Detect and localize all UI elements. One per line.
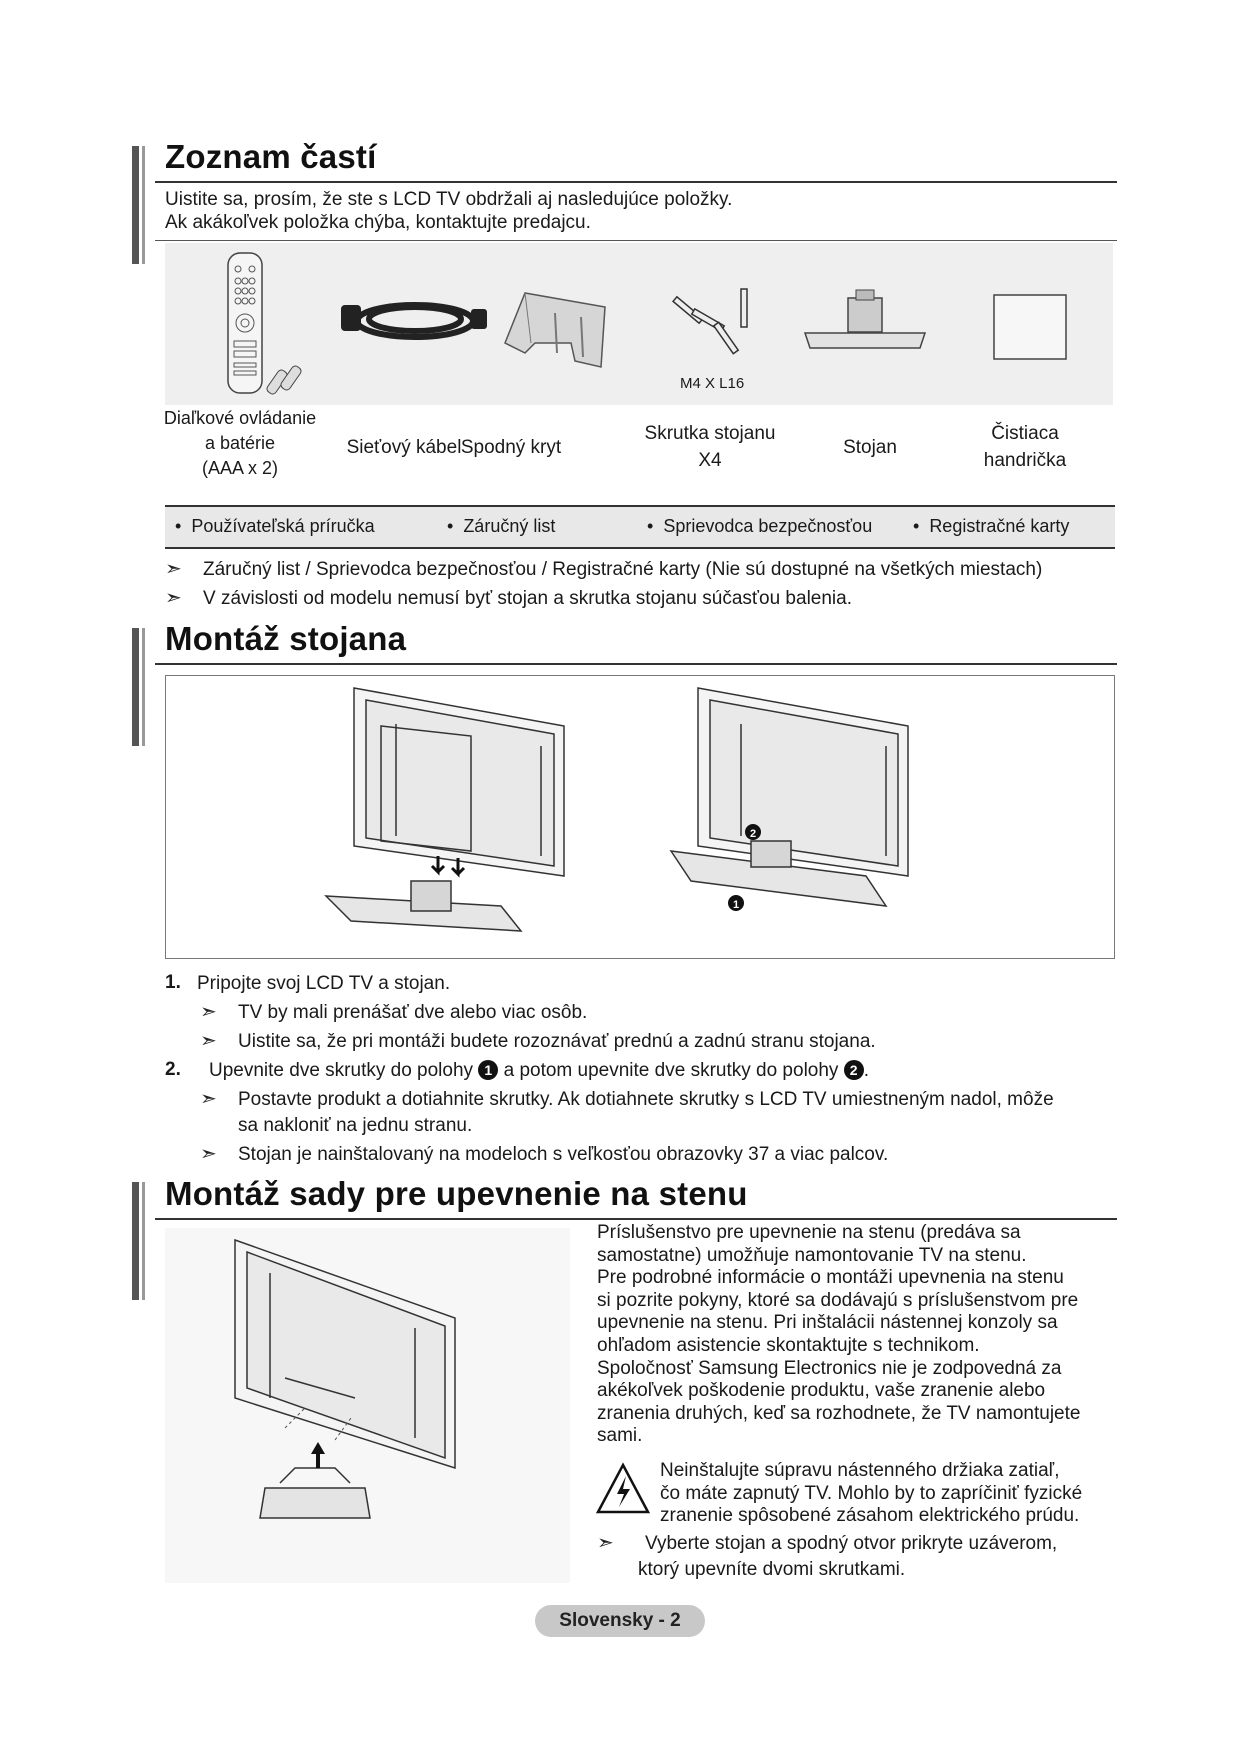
section-marker <box>132 1182 139 1300</box>
doc-item: • Sprievodca bezpečnosťou <box>647 516 873 536</box>
step-2-note-1: ➣ Postavte produkt a dotiahnite skrutky. Ak dotiahnete skrutky s LCD TV umiestneným nadol, môže <box>200 1088 1054 1110</box>
wall-mount-paragraph: Príslušenstvo pre upevnenie na stenu (predáva sa samostatne) umožňuje namontovanie TV na stenu. Pre podrobné informácie o montáži upevnenia na stenu si pozrite pokyny, ktoré sa dodávajú s príslušenstvom pre upevnenie na stenu. Pri inštalácii nástennej konzoly sa ohľadom asistencie skontaktujte s technikom. Spoločnosť Samsung Electronics nie je zodpovedná za akékoľvek poškodenie produktu, vaše zranenie alebo zranenia druhých, keď sa rozhodnete, že TV namontujete sami. <box>597 1222 1081 1447</box>
parts-intro-line1: Uistite sa, prosím, že ste s LCD TV obdržali aj nasledujúce položky. <box>165 189 733 210</box>
section-marker-accent <box>142 146 145 264</box>
note-arrow-icon: ➣ <box>200 1001 217 1023</box>
step-1-note-1: ➣ TV by mali prenášať dve alebo viac osôb. <box>200 1001 588 1023</box>
section-marker-accent <box>142 628 145 746</box>
position-1-badge: 1 <box>478 1060 498 1080</box>
wall-section-title: Montáž sady pre upevnenie na stenu <box>165 1175 748 1212</box>
stand-screws-icon <box>655 283 775 363</box>
wall-note-cont: ktorý upevníte dvomi skrutkami. <box>638 1559 906 1580</box>
stand-icon <box>800 288 930 358</box>
step-1-note-2: ➣ Uistite sa, že pri montáži budete rozoznávať prednú a zadnú stranu stojana. <box>200 1030 876 1052</box>
intro-rule <box>155 240 1117 241</box>
remote-control-icon <box>220 251 315 399</box>
note-arrow-icon: ➣ <box>165 558 182 580</box>
title-rule <box>155 1218 1117 1220</box>
part-cover-caption: Spodný kryt <box>460 437 562 458</box>
note-arrow-icon: ➣ <box>165 587 182 609</box>
wall-mount-illustration <box>165 1228 570 1583</box>
doc-item: • Používateľská príručka <box>165 516 375 536</box>
svg-text:2: 2 <box>749 828 757 840</box>
step-2-note-1-cont: sa nakloniť na jednu stranu. <box>238 1115 473 1136</box>
note-arrow-icon: ➣ <box>597 1532 614 1554</box>
position-2-badge: 2 <box>844 1060 864 1080</box>
stand-assembly-figure <box>165 675 1115 959</box>
section-marker <box>132 146 139 264</box>
section-marker <box>132 628 139 746</box>
doc-item: • Záručný list <box>447 516 556 536</box>
screw-spec-label: M4 X L16 <box>680 375 745 392</box>
part-screw-caption: Skrutka stojanu X4 <box>644 423 776 471</box>
part-stand-caption: Stojan <box>843 437 897 458</box>
title-rule <box>155 663 1117 665</box>
parts-illustration-panel <box>165 243 1113 405</box>
svg-text:1: 1 <box>732 899 740 911</box>
bottom-cover-icon <box>495 283 615 373</box>
parts-section-title: Zoznam častí <box>165 138 377 175</box>
parts-note-1: ➣ Záručný list / Sprievodca bezpečnosťou / Registračné karty (Nie sú dostupné na všetkých miestach) <box>165 558 1043 580</box>
part-cable-caption: Sieťový kábel <box>346 437 462 458</box>
doc-item: • Registračné karty <box>913 516 1070 536</box>
note-arrow-icon: ➣ <box>200 1030 217 1052</box>
part-cloth-caption: Čistiaca handrička <box>983 423 1067 471</box>
note-arrow-icon: ➣ <box>200 1088 217 1110</box>
title-rule <box>155 181 1117 183</box>
wall-mount-figure <box>165 1228 570 1583</box>
step-1-number: 1. <box>165 972 181 993</box>
part-remote-caption: Diaľkové ovládanie a batérie (AAA x 2) <box>163 408 317 478</box>
step-1-text: Pripojte svoj LCD TV a stojan. <box>197 973 451 994</box>
included-docs-band <box>165 505 1115 549</box>
stand-section-title: Montáž stojana <box>165 620 407 657</box>
electric-warning-icon <box>595 1462 651 1516</box>
stand-assembly-illustration <box>166 676 1114 958</box>
parts-intro-line2: Ak akákoľvek položka chýba, kontaktujte predajcu. <box>165 212 591 233</box>
warning-text: Neinštalujte súpravu nástenného držiaka zatiaľ, čo máte zapnutý TV. Mohlo by to zapríčiniť fyzické zranenie spôsobené zásahom elektrického prúdu. <box>660 1460 1083 1527</box>
cleaning-cloth-icon <box>990 293 1070 363</box>
section-marker-accent <box>142 1182 145 1300</box>
note-arrow-icon: ➣ <box>200 1143 217 1165</box>
step-2-text: Upevnite dve skrutky do polohy 1 a potom upevnite dve skrutky do polohy 2 . <box>209 1060 869 1081</box>
page-footer-label: Slovensky - 2 <box>535 1605 705 1637</box>
wall-note: ➣ Vyberte stojan a spodný otvor prikryte uzáverom, <box>597 1532 1058 1554</box>
power-cable-icon <box>335 283 495 358</box>
parts-note-2: ➣ V závislosti od modelu nemusí byť stojan a skrutka stojanu súčasťou balenia. <box>165 587 852 609</box>
step-2-number: 2. <box>165 1059 181 1080</box>
step-2-note-2: ➣ Stojan je nainštalovaný na modeloch s veľkosťou obrazovky 37 a viac palcov. <box>200 1143 889 1165</box>
